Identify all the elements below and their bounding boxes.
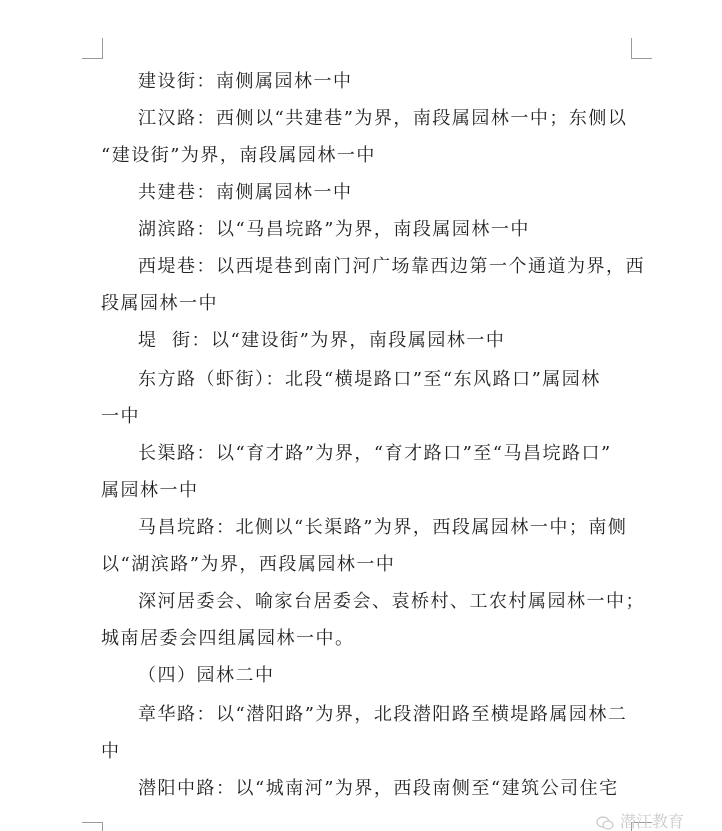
text-line: 马昌垸路：北侧以“长渠路”为界，西段属园林一中；南侧 bbox=[138, 517, 628, 538]
wechat-icon bbox=[596, 816, 614, 830]
watermark-text: 潜江教育 bbox=[620, 812, 685, 831]
text-line: 一中 bbox=[101, 406, 140, 427]
text-line: 湖滨路：以“马昌垸路”为界，南段属园林一中 bbox=[138, 219, 530, 240]
watermark bbox=[596, 812, 722, 831]
text-line: 东方路（虾街）：北段“横堤路口”至“东风路口”属园林 bbox=[138, 369, 601, 390]
crop-mark-top-left bbox=[82, 38, 103, 59]
text-line: “建设街”为界，南段属园林一中 bbox=[101, 145, 376, 166]
text-line: 章华路：以“潜阳路”为界，北段潜阳路至横堤路属园林二 bbox=[138, 704, 628, 725]
text-line: 建设街：南侧属园林一中 bbox=[138, 71, 353, 92]
text-line: 深河居委会、喻家台居委会、袁桥村、工农村属园林一中； bbox=[138, 591, 645, 612]
text-line: 城南居委会四组属园林一中。 bbox=[101, 628, 355, 649]
text-line: 西堤巷：以西堤巷到南门河广场靠西边第一个通道为界，西 bbox=[138, 256, 645, 277]
crop-mark-bottom-left bbox=[82, 822, 103, 831]
crop-mark-top-right bbox=[631, 38, 652, 59]
text-line: 中 bbox=[101, 741, 121, 762]
text-line: 段属园林一中 bbox=[101, 293, 218, 314]
text-line: 属园林一中 bbox=[101, 480, 199, 501]
text-line: 以“湖滨路”为界，西段属园林一中 bbox=[101, 554, 396, 575]
text-line: 共建巷：南侧属园林一中 bbox=[138, 182, 353, 203]
text-line: 堤 街：以“建设街”为界，南段属园林一中 bbox=[138, 330, 506, 351]
text-line: 潜阳中路：以“城南河”为界，西段南侧至“建筑公司住宅 bbox=[138, 778, 619, 799]
section-heading: （四）园林二中 bbox=[138, 665, 275, 686]
text-line: 长渠路：以“育才路”为界，“育才路口”至“马昌垸路口” bbox=[138, 443, 612, 464]
text-line: 江汉路：西侧以“共建巷”为界，南段属园林一中；东侧以 bbox=[138, 108, 628, 129]
